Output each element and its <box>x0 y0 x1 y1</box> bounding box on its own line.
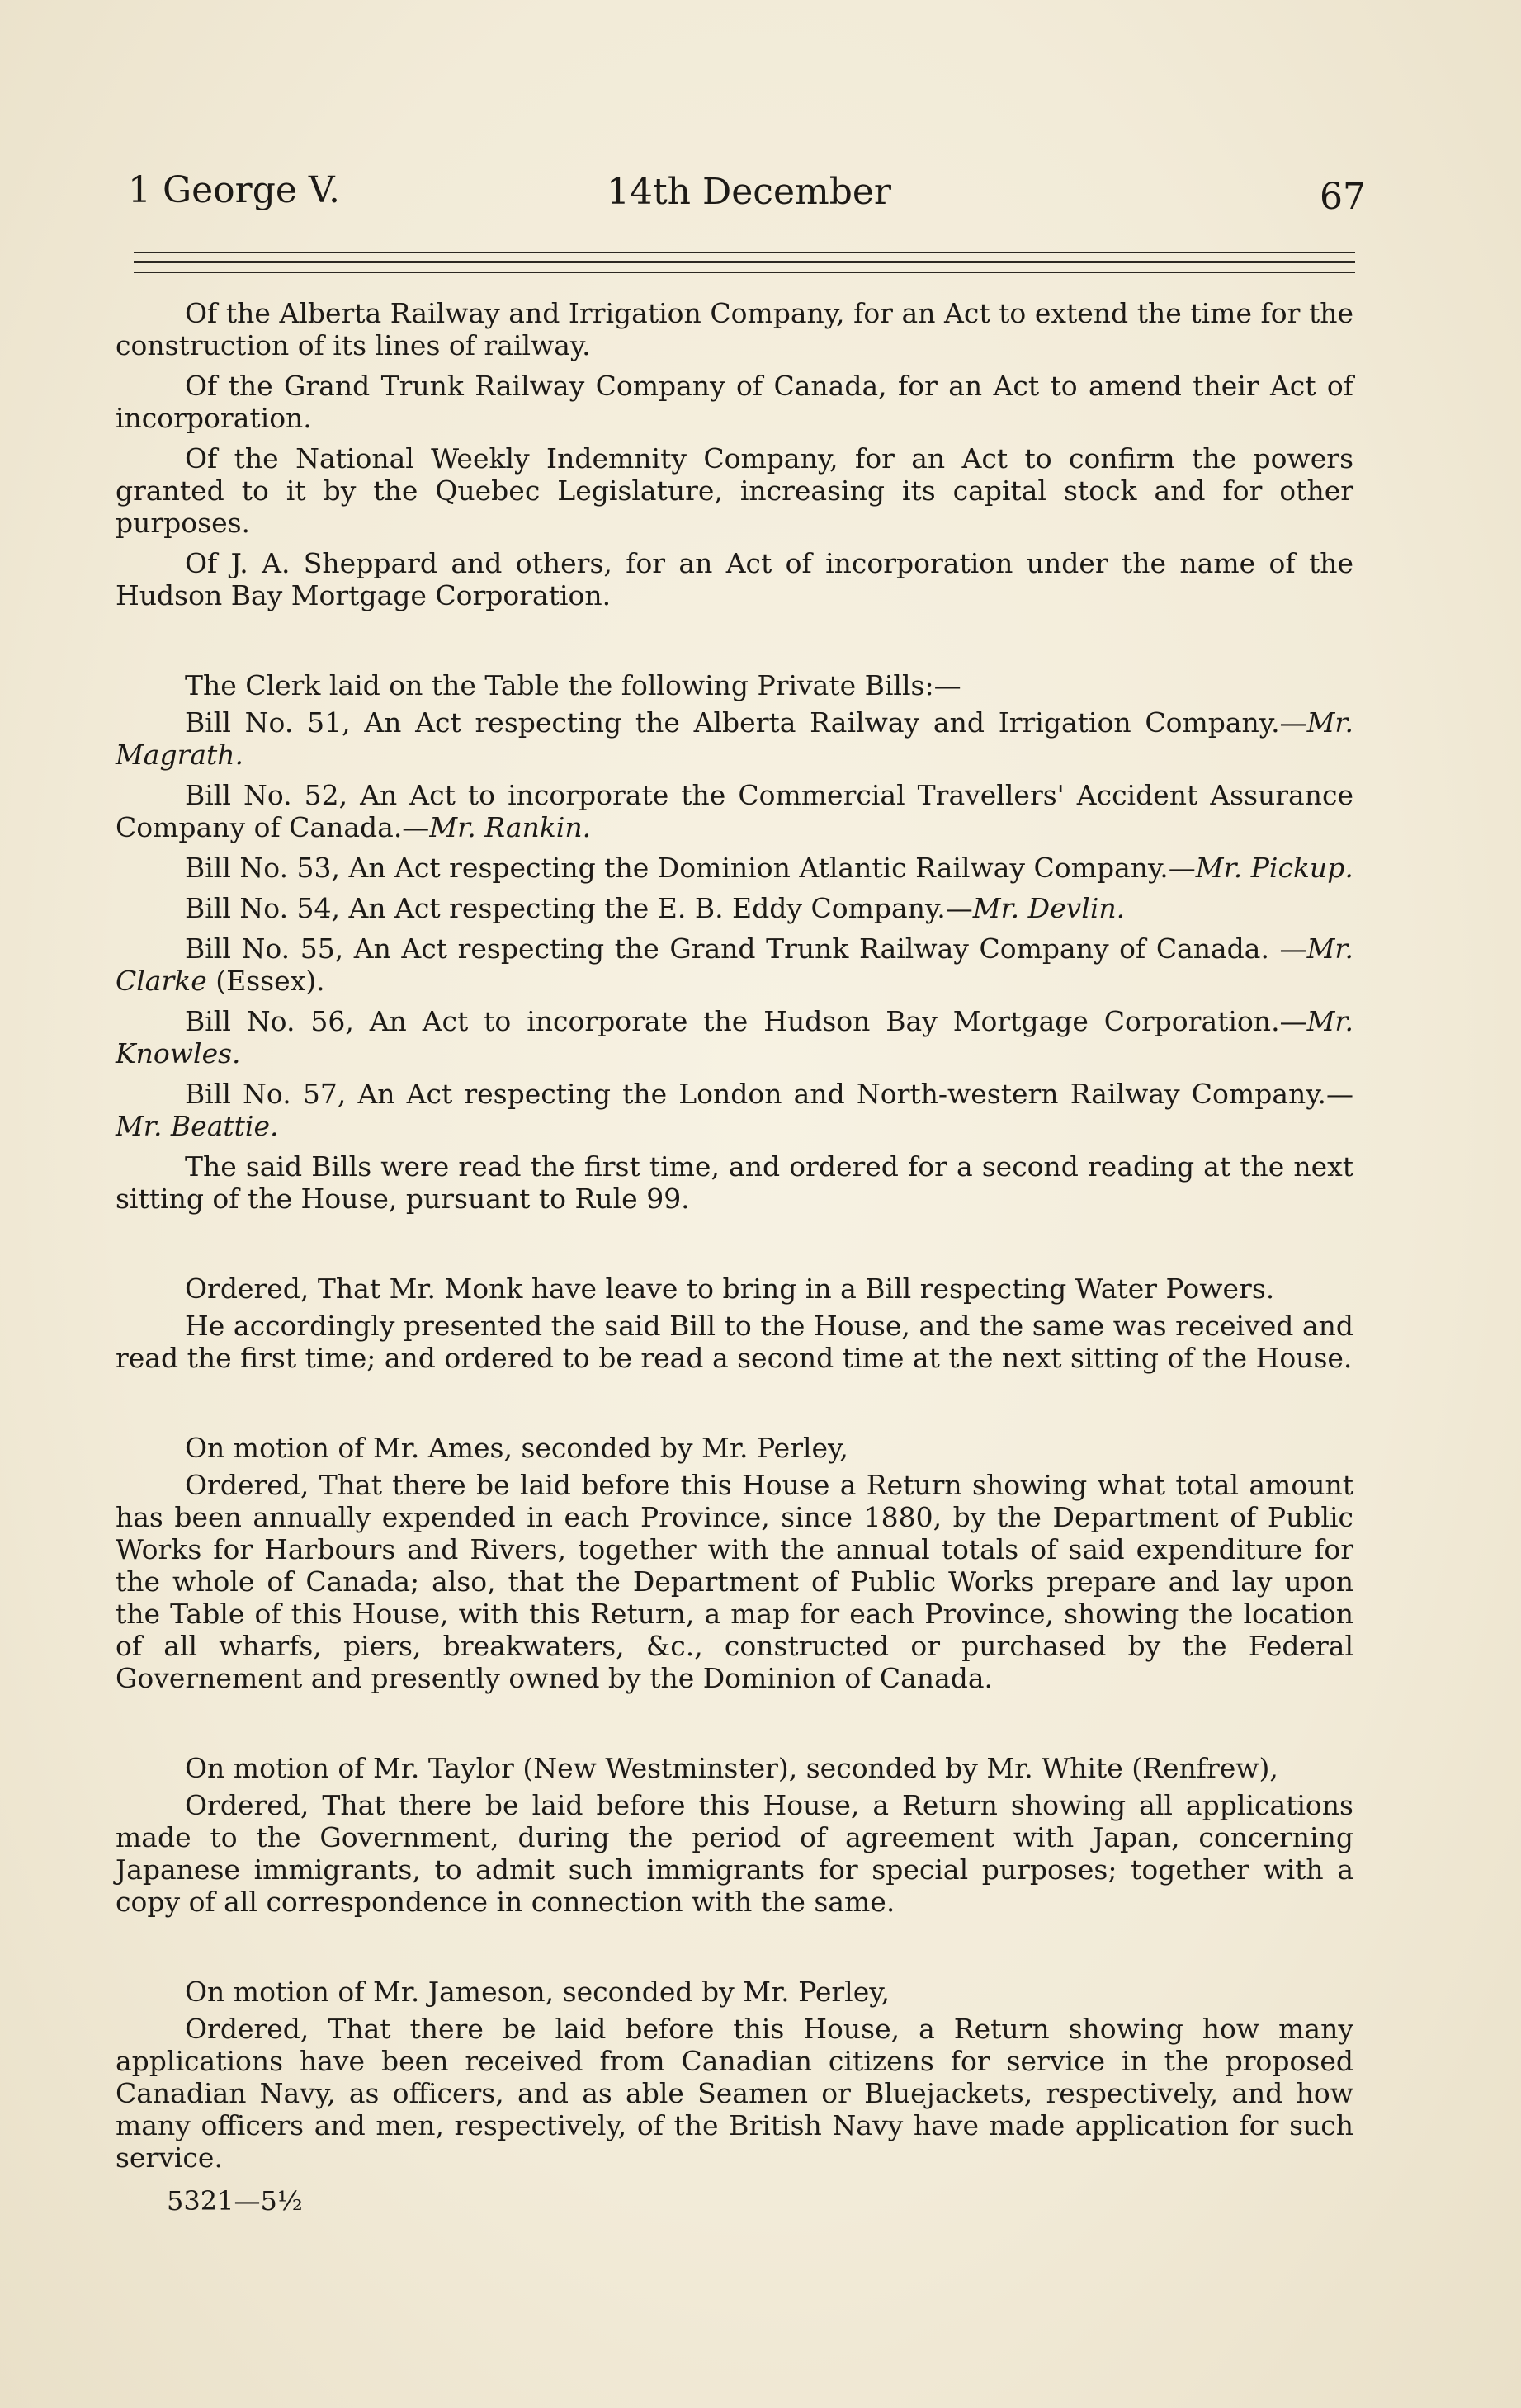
date-heading: 14th December <box>607 171 891 213</box>
petition-paragraph: Of the National Weekly Indemnity Company, for an Act to confirm the powers granted to it by the Quebec Legislature, increasing its capital stock and for other purposes. <box>116 442 1353 539</box>
jameson-order: Ordered, That there be laid before this House, a Return showing how many applications have been received from Canadian citizens for service in the proposed Canadian Navy, as officers, and as able Seamen or Bluejackets, respectively, and how many officers and men, respectively, of the British Navy have made application for such service. <box>116 2013 1353 2174</box>
bill-entry: Bill No. 51, An Act respecting the Alberta Railway and Irrigation Company.—Mr. Magrath. <box>116 706 1353 771</box>
member-name: Mr. Clarke <box>116 933 1353 997</box>
monk-order: Ordered, That Mr. Monk have leave to bring in a Bill respecting Water Powers. <box>185 1272 1275 1305</box>
monk-bill-presented: He accordingly presented the said Bill to the House, and the same was received and read the first time; and ordered to be read a second time at the next sitting of the House. <box>116 1310 1353 1374</box>
header-rule <box>134 261 1355 263</box>
header-rule <box>134 272 1355 273</box>
bill-entry: Bill No. 57, An Act respecting the London and North-western Railway Company.—Mr. Beattie. <box>116 1078 1353 1142</box>
member-name: Mr. Pickup. <box>1195 852 1353 884</box>
journal-body <box>116 297 1353 2217</box>
member-name: Mr. Rankin. <box>429 811 592 843</box>
bill-entry: Bill No. 53, An Act respecting the Dominion Atlantic Railway Company.—Mr. Pickup. <box>185 852 1353 884</box>
page-number: 67 <box>1320 176 1366 218</box>
page-header <box>128 169 1366 227</box>
ames-motion: On motion of Mr. Ames, seconded by Mr. Perley, <box>185 1432 848 1464</box>
petition-paragraph: Of the Grand Trunk Railway Company of Canada, for an Act to amend their Act of incorporation. <box>116 370 1353 434</box>
signature-mark: 5321—5½ <box>167 2185 303 2217</box>
session-label: 1 George V. <box>128 169 340 211</box>
member-name: Mr. Beattie. <box>116 1110 279 1142</box>
member-name: Mr. Devlin. <box>972 892 1126 924</box>
bills-intro: The Clerk laid on the Table the following Private Bills:— <box>185 669 961 701</box>
member-name: Mr. Magrath. <box>116 706 1353 771</box>
header-rule <box>134 252 1355 253</box>
bill-entry: Bill No. 54, An Act respecting the E. B. Eddy Company.—Mr. Devlin. <box>185 892 1126 924</box>
bill-entry: Bill No. 55, An Act respecting the Grand Trunk Railway Company of Canada. —Mr. Clarke (Essex). <box>116 933 1353 997</box>
bill-entry: Bill No. 52, An Act to incorporate the Commercial Travellers' Accident Assurance Company of Canada.—Mr. Rankin. <box>116 779 1353 843</box>
petition-paragraph: Of the Alberta Railway and Irrigation Company, for an Act to extend the time for the construction of its lines of railway. <box>116 297 1353 361</box>
bill-entry: Bill No. 56, An Act to incorporate the Hudson Bay Mortgage Corporation.—Mr. Knowles. <box>116 1005 1353 1069</box>
member-name: Mr. Knowles. <box>116 1005 1353 1069</box>
bills-outro: The said Bills were read the first time, and ordered for a second reading at the next sitting of the House, pursuant to Rule 99. <box>116 1150 1353 1215</box>
jameson-motion: On motion of Mr. Jameson, seconded by Mr. Perley, <box>185 1976 890 2008</box>
taylor-motion: On motion of Mr. Taylor (New Westminster), seconded by Mr. White (Renfrew), <box>185 1752 1278 1784</box>
petition-paragraph: Of J. A. Sheppard and others, for an Act of incorporation under the name of the Hudson Bay Mortgage Corporation. <box>116 547 1353 611</box>
taylor-order: Ordered, That there be laid before this House, a Return showing all applications made to the Government, during the period of agreement with Japan, concerning Japanese immigrants, to admit such immigrants for special purposes; together with a copy of all correspondence in connection with the same. <box>116 1789 1353 1918</box>
ames-order: Ordered, That there be laid before this House a Return showing what total amount has been annually expended in each Province, since 1880, by the Department of Public Works for Harbours and Rivers, together with the annual totals of said expenditure for the whole of Canada; also, that the Department of Public Works prepare and lay upon the Table of this House, with this Return, a map for each Province, showing the location of all wharfs, piers, breakwaters, &c., constructed or purchased by the Federal Governement and presently owned by the Dominion of Canada. <box>116 1469 1353 1694</box>
